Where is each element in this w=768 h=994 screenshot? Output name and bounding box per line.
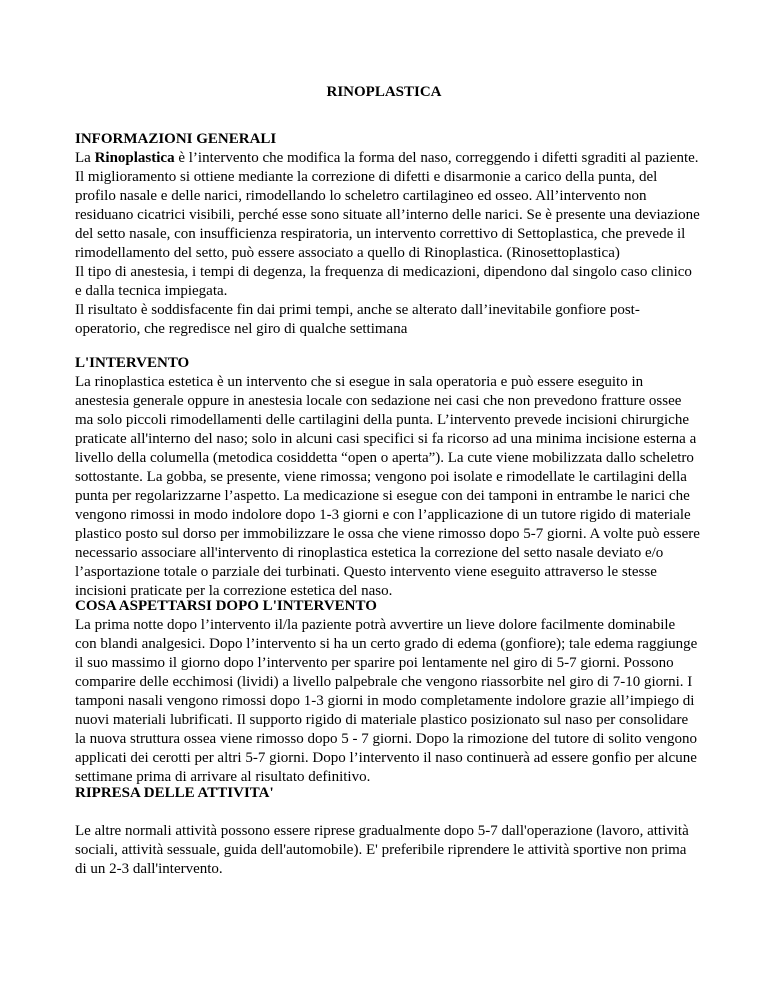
section-dopo-intervento xyxy=(75,597,700,787)
document-title: RINOPLASTICA xyxy=(326,84,442,100)
section-heading: L'INTERVENTO xyxy=(75,355,190,371)
intro-bold-term: Rinoplastica xyxy=(94,150,175,166)
paragraph: La prima notte dopo l’intervento il/la paziente potrà avvertire un lieve dolore facilmente dominabile con blandi analgesici. Dopo l’intervento si ha un certo grado di edema (gonfiore); tale edema raggiunge il suo massimo il giorno dopo l’intervento per sparire poi lentamente nel giro di 5-7 giorni. Possono comparire delle ecchimosi (lividi) a livello palpebrale che vengono riassorbite nel giro di 7-10 giorni. I tamponi nasali vengono rimossi dopo 1-3 giorni in modo completamente indolore grazie all’impiego di nuovi materiali lubrificati. Il supporto rigido di materiale plastico posizionato sul naso per consolidare la nuova struttura ossea viene rimosso dopo 5 - 7 giorni. Dopo la rimozione del tutore di solito vengono applicati dei cerotti per altri 5-7 giorni. Dopo l’intervento il naso continuerà ad essere gonfio per alcune settimane prima di arrivare al risultato definitivo. xyxy=(75,617,698,785)
paragraph: Il miglioramento si ottiene mediante la correzione di difetti e disarmonie a carico della punta, del profilo nasale e delle narici, rimodellando lo scheletro cartilagineo ed osseo. All’intervento non residuano cicatrici visibili, perché esse sono situate all’interno delle narici. Se è presente una deviazione del setto nasale, con insufficienza respiratoria, un intervento correttivo di Settoplastica, che prevede il rimodellamento del setto, può essere associato a quello di Rinoplastica. (Rinosettoplastica) xyxy=(75,169,700,261)
paragraph: Il tipo di anestesia, i tempi di degenza, la frequenza di medicazioni, dipendono dal singolo caso clinico e dalla tecnica impiegata. xyxy=(75,264,692,299)
intro-paragraph xyxy=(75,149,700,168)
section-heading: COSA ASPETTARSI DOPO L'INTERVENTO xyxy=(75,598,377,614)
paragraph: Le altre normali attività possono essere riprese gradualmente dopo 5-7 dall'operazione (lavoro, attività sociali, attività sessuale, guida dell'automobile). E' preferibile riprendere le attività sportive non prima di un 2-3 dall'intervento. xyxy=(75,823,689,877)
section-heading: INFORMAZIONI GENERALI xyxy=(75,131,277,147)
paragraph: La rinoplastica estetica è un intervento che si esegue in sala operatoria e può essere eseguito in anestesia generale oppure in anestesia locale con sedazione nei casi che non prevedono fratture ossee ma solo piccoli rimodellamenti delle cartilagini della punta. L’intervento prevede incisioni chirurgiche praticate all'interno del naso; solo in alcuni casi specifici si fa ricorso ad una minima incisione esterna a livello della columella (metodica cosiddetta “open o aperta”). La cute viene mobilizzata dallo scheletro sottostante. La gobba, se presente, viene rimossa; vengono poi isolate e rimodellate le cartilagini della punta per regolarizzarne l’aspetto. La medicazione si esegue con dei tamponi in entrambe le narici che vengono rimossi in modo indolore dopo 1-3 giorni e con l’applicazione di un tutore rigido di materiale plastico posto sul dorso per immobilizzare le ossa che viene rimosso dopo 5-7 giorni. A volte può essere necessario associare all'intervento di rinoplastica estetica la correzione del setto nasale deviato e/o l’asportazione totale o parziale dei turbinati. Questo intervento viene eseguito attraverso le stesse incisioni praticate per la correzione estetica del naso. xyxy=(75,374,700,599)
section-ripresa-attivita xyxy=(75,784,700,879)
section-informazioni-generali xyxy=(75,130,700,339)
intro-rest: è l’intervento che modifica la forma del naso, correggendo i difetti sgraditi al paziente. xyxy=(174,150,699,166)
intro-prefix: La xyxy=(75,150,95,166)
paragraph: Il risultato è soddisfacente fin dai primi tempi, anche se alterato dall’inevitabile gonfiore post-operatorio, che regredisce nel giro di qualche settimana xyxy=(75,302,640,337)
section-heading: RIPRESA DELLE ATTIVITA' xyxy=(75,785,274,801)
section-intervento xyxy=(75,354,700,601)
